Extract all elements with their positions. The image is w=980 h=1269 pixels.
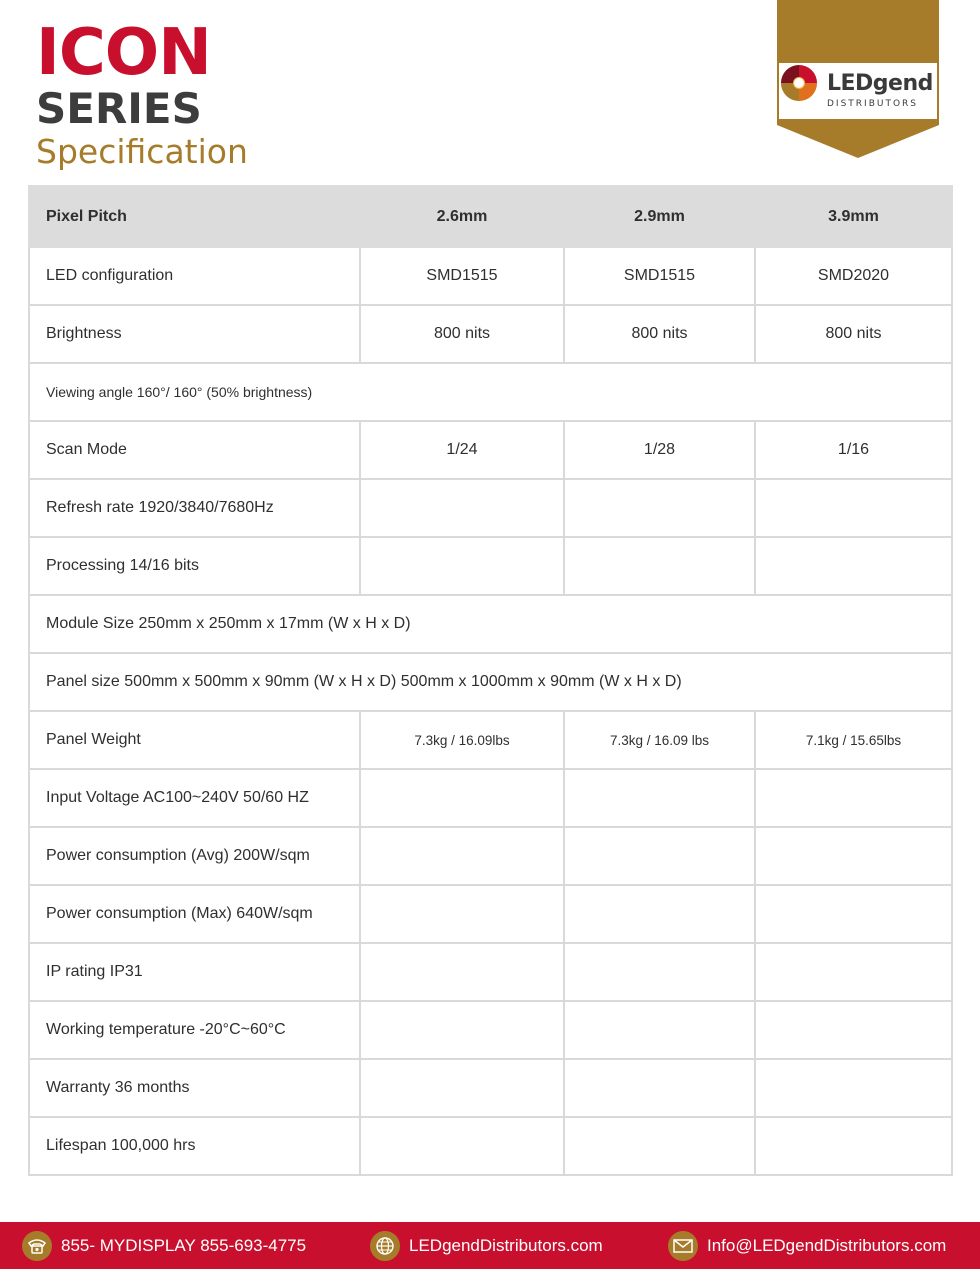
header-col-3-9mm: 3.9mm <box>755 186 952 247</box>
row-value <box>360 1117 564 1175</box>
row-value <box>564 1001 755 1059</box>
row-value: 7.1kg / 15.65lbs <box>755 711 952 769</box>
row-value <box>755 1059 952 1117</box>
logo-banner <box>777 0 939 158</box>
row-value <box>564 769 755 827</box>
row-value <box>360 1059 564 1117</box>
table-row <box>29 363 952 421</box>
row-label: Lifespan 100,000 hrs <box>29 1117 360 1175</box>
series-label: SERIES <box>36 84 202 133</box>
logo-swirl-icon <box>779 63 819 103</box>
row-value <box>360 479 564 537</box>
row-label: LED configuration <box>29 247 360 305</box>
row-value <box>360 537 564 595</box>
row-value: 800 nits <box>755 305 952 363</box>
footer-phone[interactable] <box>22 1222 306 1269</box>
row-label: Working temperature -20°C~60°C <box>29 1001 360 1059</box>
row-value <box>360 885 564 943</box>
row-label: Refresh rate 1920/3840/7680Hz <box>29 479 360 537</box>
table-row <box>29 653 952 711</box>
table-header-row <box>29 186 952 247</box>
row-value <box>755 827 952 885</box>
header-col-2-6mm: 2.6mm <box>360 186 564 247</box>
phone-text: 855- MYDISPLAY 855-693-4775 <box>61 1235 307 1255</box>
table-row <box>29 537 952 595</box>
page-subtitle: Specification <box>36 132 248 171</box>
row-value: 7.3kg / 16.09lbs <box>360 711 564 769</box>
table-row <box>29 1059 952 1117</box>
row-value <box>755 885 952 943</box>
row-value <box>360 943 564 1001</box>
phone-icon <box>22 1231 52 1261</box>
table-row <box>29 479 952 537</box>
row-label: Brightness <box>29 305 360 363</box>
row-value <box>564 1059 755 1117</box>
spec-table-body <box>29 186 952 1175</box>
row-value: 1/24 <box>360 421 564 479</box>
spec-table <box>28 185 953 1176</box>
row-value <box>564 943 755 1001</box>
row-label: Warranty 36 months <box>29 1059 360 1117</box>
row-value: 7.3kg / 16.09 lbs <box>564 711 755 769</box>
table-row <box>29 421 952 479</box>
series-name: ICON <box>36 16 211 90</box>
row-value: SMD1515 <box>360 247 564 305</box>
table-row <box>29 1117 952 1175</box>
footer-website[interactable] <box>370 1222 603 1269</box>
table-row <box>29 1001 952 1059</box>
row-value: SMD2020 <box>755 247 952 305</box>
logo-subtitle: DISTRIBUTORS <box>827 99 919 109</box>
website-link: LEDgendDistributors.com <box>409 1235 603 1255</box>
row-value: 800 nits <box>360 305 564 363</box>
globe-icon <box>370 1231 400 1261</box>
table-row <box>29 305 952 363</box>
row-value <box>755 537 952 595</box>
table-row <box>29 943 952 1001</box>
header-pixel-pitch: Pixel Pitch <box>29 186 360 247</box>
row-label: Scan Mode <box>29 421 360 479</box>
table-row <box>29 595 952 653</box>
row-label: Module Size 250mm x 250mm x 17mm (W x H x D) <box>29 595 952 653</box>
row-label: Panel Weight <box>29 711 360 769</box>
row-value <box>360 827 564 885</box>
row-value: 1/16 <box>755 421 952 479</box>
email-link: Info@LEDgendDistributors.com <box>707 1235 947 1255</box>
mail-icon <box>668 1231 698 1261</box>
row-label: Panel size 500mm x 500mm x 90mm (W x H x D) 500mm x 1000mm x 90mm (W x H x D) <box>29 653 952 711</box>
logo <box>779 63 937 119</box>
row-value <box>755 479 952 537</box>
row-value <box>564 537 755 595</box>
row-label: Viewing angle 160°/ 160° (50% brightness) <box>29 363 952 421</box>
row-label: Input Voltage AC100~240V 50/60 HZ <box>29 769 360 827</box>
row-label: Power consumption (Max) 640W/sqm <box>29 885 360 943</box>
row-value <box>755 769 952 827</box>
title-block <box>36 18 248 172</box>
row-value <box>564 1117 755 1175</box>
row-value <box>360 1001 564 1059</box>
footer-bar <box>0 1222 980 1269</box>
table-row <box>29 711 952 769</box>
row-value <box>755 1001 952 1059</box>
row-label: Power consumption (Avg) 200W/sqm <box>29 827 360 885</box>
row-value <box>755 1117 952 1175</box>
table-row <box>29 769 952 827</box>
row-label: Processing 14/16 bits <box>29 537 360 595</box>
table-row <box>29 885 952 943</box>
logo-name: LEDgend <box>827 71 933 96</box>
row-value <box>564 885 755 943</box>
table-row <box>29 247 952 305</box>
table-row <box>29 827 952 885</box>
row-label: IP rating IP31 <box>29 943 360 1001</box>
row-value <box>755 943 952 1001</box>
header-col-2-9mm: 2.9mm <box>564 186 755 247</box>
row-value: SMD1515 <box>564 247 755 305</box>
row-value <box>360 769 564 827</box>
row-value: 1/28 <box>564 421 755 479</box>
row-value: 800 nits <box>564 305 755 363</box>
row-value <box>564 479 755 537</box>
row-value <box>564 827 755 885</box>
footer-email[interactable] <box>668 1222 946 1269</box>
